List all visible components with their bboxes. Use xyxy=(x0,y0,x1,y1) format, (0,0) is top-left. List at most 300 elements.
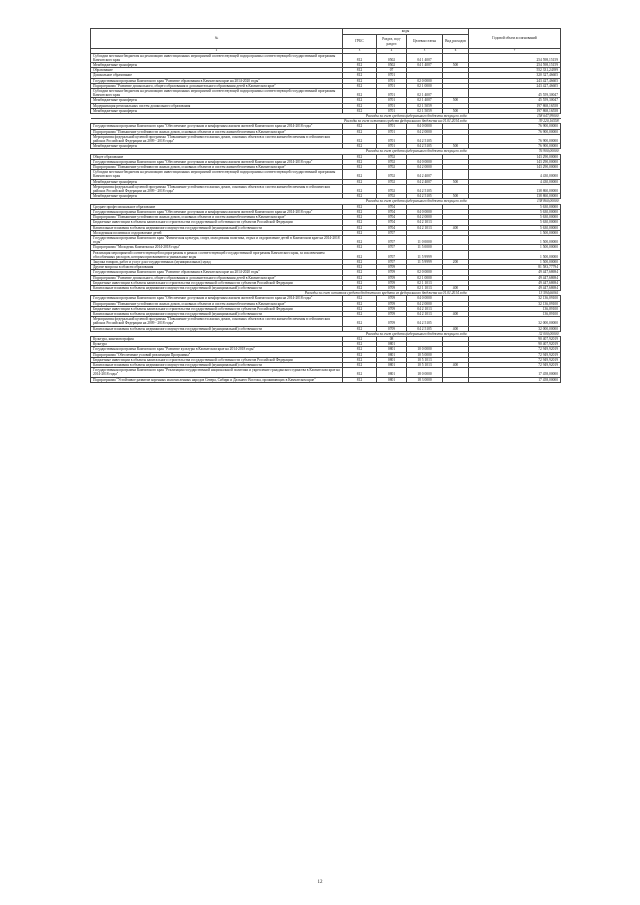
row-sum: 1 500,00000 xyxy=(469,235,561,244)
row-sum: 136,09100 xyxy=(469,306,561,311)
budget-table xyxy=(90,28,561,383)
row-name: Государственная программа Камчатского края "Реализация государственной национальной политики и укрепление гражданского единства в Камчатском крае на 2014-2018 годы" xyxy=(91,368,343,377)
row-name: Государственная программа Камчатского края "Обеспечение доступным и комфортным жильем жителей Камчатского края на 2014-2018 годы" xyxy=(91,296,343,301)
row-sum: 49 447,68694 xyxy=(469,280,561,285)
row-razdel: 0702 xyxy=(377,154,407,159)
row-cst: 04 2 5105 xyxy=(407,134,443,143)
row-razdel: 0707 xyxy=(377,259,407,264)
row-sum: 1 500,00000 xyxy=(469,259,561,264)
row-grbs: 812 xyxy=(343,225,377,230)
row-sum: 76 900,00000 xyxy=(469,134,561,143)
row-cst: 02 1 1013 xyxy=(407,285,443,290)
row-razdel: 0704 xyxy=(377,204,407,209)
row-name: Подпрограмма "Повышение устойчивости жилых домов, основных объектов и систем жизнеобеспечения в Камчатском крае" xyxy=(91,215,343,220)
row-razdel: 0709 xyxy=(377,270,407,275)
row-sum: 320 327,46605 xyxy=(469,73,561,78)
row-name: Подпрограмма "Развитие дошкольного, общего образования и дополнительного образования детей в Камчатском крае" xyxy=(91,275,343,280)
row-sum: 76 900,00000 xyxy=(469,124,561,129)
row-sum: 5 630,00000 xyxy=(469,204,561,209)
row-name: Подпрограмма "Повышение устойчивости жилых домов, основных объектов и систем жизнеобеспечения в Камчатском крае" xyxy=(91,301,343,306)
row-name: Культура, кинематография xyxy=(91,336,343,341)
row-cst: 11 5 0000 xyxy=(407,245,443,250)
table-row xyxy=(91,368,561,377)
row-cst: 02 1 4007 xyxy=(407,89,443,98)
row-vr xyxy=(443,134,469,143)
row-cst: 02 0 0000 xyxy=(407,270,443,275)
row-name: Государственная программа Камчатского края "Обеспечение доступным и комфортным жильем жителей Камчатского края на 2014-2018 годы" xyxy=(91,159,343,164)
row-name: Реализация мероприятий соответствующей подпрограммы в рамках соответствующей государственной программы Камчатского края, за исключением обособленных расходов, которым присваиваются уникальные коды xyxy=(91,250,343,259)
row-sum: 138 860,00000 xyxy=(469,194,561,199)
table-row xyxy=(91,184,561,193)
row-cst: 18 0 0000 xyxy=(407,368,443,377)
row-grbs: 812 xyxy=(343,285,377,290)
row-cst: 04 2 0000 xyxy=(407,301,443,306)
row-vr xyxy=(443,53,469,62)
row-razdel: 0709 xyxy=(377,326,407,331)
row-name: Капитальные вложения в объекты недвижимого имущества государственной (муниципальной) собственности xyxy=(91,285,343,290)
row-name: Капитальные вложения в объекты недвижимого имущества государственной (муниципальной) собственности xyxy=(91,311,343,316)
row-sum: 4 430,00000 xyxy=(469,179,561,184)
row-vr xyxy=(443,184,469,193)
row-vr xyxy=(443,235,469,244)
row-razdel: 0701 xyxy=(377,108,407,113)
row-cst: 18 3 0000 xyxy=(407,377,443,382)
row-grbs: 812 xyxy=(343,159,377,164)
row-razdel: 0701 xyxy=(377,89,407,98)
row-name: Модернизация региональных систем дошкольного образования xyxy=(91,103,343,108)
table-body xyxy=(91,53,561,382)
row-vr: 400 xyxy=(443,362,469,367)
row-sum: 1 500,00000 xyxy=(469,230,561,235)
row-vr: 400 xyxy=(443,285,469,290)
row-name: Подпрограмма "Повышение устойчивости жилых домов, основных объектов и систем жизнеобеспечения в Камчатском крае" xyxy=(91,129,343,134)
row-grbs: 812 xyxy=(343,235,377,244)
row-sum: 76 900,00000 xyxy=(469,144,561,149)
row-name: Межбюджетные трансферты xyxy=(91,179,343,184)
row-cst: 02 1 1013 xyxy=(407,280,443,285)
row-razdel: 0709 xyxy=(377,317,407,326)
row-sum: 552 331,24399 xyxy=(469,68,561,73)
col-number: 7 xyxy=(469,49,561,54)
row-sum: 5 630,00000 xyxy=(469,220,561,225)
col-sum-header: Годовой объем ассигнований xyxy=(469,29,561,49)
table-row xyxy=(91,377,561,382)
row-grbs: 812 xyxy=(343,154,377,159)
row-name: Общее образование xyxy=(91,154,343,159)
row-name: Среднее профессиональное образование xyxy=(91,204,343,209)
row-razdel: 0701 xyxy=(377,83,407,88)
row-cst: 04 2 1013 xyxy=(407,225,443,230)
row-name: Субсидии местным бюджетам на реализацию инвестиционных мероприятий соответствующей подпрограммы соответствующей государственной программы Камчатского края xyxy=(91,170,343,179)
row-razdel: 0702 xyxy=(377,194,407,199)
row-vr xyxy=(443,170,469,179)
row-vr: 400 xyxy=(443,225,469,230)
row-name: Другие вопросы в области образования xyxy=(91,265,343,270)
table-row xyxy=(91,170,561,179)
row-cst: 04 0 0000 xyxy=(407,124,443,129)
note-sum: 138 860,00000 xyxy=(469,199,561,204)
table-row xyxy=(91,53,561,62)
row-sum: 243 427,46605 xyxy=(469,83,561,88)
row-name: Государственная программа Камчатского края "Физическая культура, спорт, молодежная политика, отдых и оздоровление детей в Камчатском крае на 2014-2018 годы" xyxy=(91,235,343,244)
row-sum: 72 949,92019 xyxy=(469,352,561,357)
row-razdel: 0709 xyxy=(377,301,407,306)
row-name: Государственная программа Камчатского края "Обеспечение доступным и комфортным жильем жителей Камчатского края на 2014-2018 годы" xyxy=(91,209,343,214)
row-cst: 04 2 4007 xyxy=(407,179,443,184)
row-grbs: 812 xyxy=(343,362,377,367)
row-razdel: 0702 xyxy=(377,165,407,170)
row-name: Мероприятия федеральной целевой программы "Повышение устойчивости жилых домов, основных объектов и систем жизнеобеспечения в сейсмических районах Российской Федерации на 2009 - 2018 годы" xyxy=(91,134,343,143)
row-sum: 5 630,00000 xyxy=(469,209,561,214)
row-cst: 04 2 5105 xyxy=(407,326,443,331)
row-grbs: 812 xyxy=(343,63,377,68)
row-sum: 32 000,00000 xyxy=(469,317,561,326)
row-cst: 04 1 4007 xyxy=(407,63,443,68)
row-sum: 76 900,00000 xyxy=(469,129,561,134)
row-name: Межбюджетные трансферты xyxy=(91,144,343,149)
row-razdel: 0709 xyxy=(377,275,407,280)
row-sum: 90 407,92019 xyxy=(469,336,561,341)
row-sum: 254 598,15159 xyxy=(469,53,561,62)
note-text: Расходы за счет остатков средств бюджетного кредита из федерального бюджета на 01.01.2014 года xyxy=(91,291,469,296)
row-razdel: 0701 xyxy=(377,124,407,129)
row-cst: 04 2 1013 xyxy=(407,220,443,225)
row-grbs: 812 xyxy=(343,306,377,311)
row-grbs: 812 xyxy=(343,179,377,184)
row-name: Образование xyxy=(91,68,343,73)
budget-table-page xyxy=(90,28,560,383)
row-cst: 11 5 9999 xyxy=(407,250,443,259)
row-cst: 02 1 5059 xyxy=(407,108,443,113)
row-razdel: 0801 xyxy=(377,347,407,352)
row-sum: 49 447,68694 xyxy=(469,285,561,290)
row-grbs: 812 xyxy=(343,220,377,225)
row-razdel: 0801 xyxy=(377,357,407,362)
note-text: Расходы за счет остатков средств федерального бюджета на 01.01.2014 года xyxy=(91,119,469,124)
row-vr: 500 xyxy=(443,194,469,199)
row-name: Мероприятия федеральной целевой программы "Повышение устойчивости жилых домов, основных объектов и систем жизнеобеспечения в сейсмических районах Российской Федерации на 2009 - 2018 годы" xyxy=(91,317,343,326)
row-cst: 04 2 1013 xyxy=(407,306,443,311)
row-vr: 400 xyxy=(443,311,469,316)
row-grbs: 812 xyxy=(343,89,377,98)
row-vr: 500 xyxy=(443,144,469,149)
row-sum: 72 949,92019 xyxy=(469,362,561,367)
row-cst: 11 5 9999 xyxy=(407,259,443,264)
row-grbs: 812 xyxy=(343,336,377,341)
row-cst: 04 2 4007 xyxy=(407,170,443,179)
row-grbs: 812 xyxy=(343,194,377,199)
row-sum: 72 949,92019 xyxy=(469,347,561,352)
row-sum: 49 447,68694 xyxy=(469,275,561,280)
row-razdel: 0801 xyxy=(377,352,407,357)
row-cst: 10 5 0000 xyxy=(407,352,443,357)
row-grbs: 812 xyxy=(343,68,377,73)
row-razdel: 0701 xyxy=(377,78,407,83)
row-sum: 197 868,16558 xyxy=(469,108,561,113)
row-grbs: 812 xyxy=(343,78,377,83)
row-razdel: 0704 xyxy=(377,220,407,225)
note-text: Расходы за счет средств федерального бюджета текущего года xyxy=(91,114,469,119)
row-name: Подпрограмма "Молодежь Камчатки на 2014-2018 годы" xyxy=(91,245,343,250)
row-name: Государственная программа Камчатского края "Развитие образования в Камчатском крае на 2014-2020 годы" xyxy=(91,270,343,275)
row-razdel: 0704 xyxy=(377,209,407,214)
row-razdel: 0709 xyxy=(377,296,407,301)
row-cst: 02 1 4007 xyxy=(407,98,443,103)
row-cst: 02 0 0000 xyxy=(407,78,443,83)
row-grbs: 812 xyxy=(343,352,377,357)
row-sum: 1 500,00000 xyxy=(469,250,561,259)
row-grbs: 812 xyxy=(343,250,377,259)
row-grbs: 812 xyxy=(343,342,377,347)
row-sum: 45 559,30047 xyxy=(469,98,561,103)
row-name: Капитальные вложения в объекты недвижимого имущества государственной (муниципальной) собственности xyxy=(91,362,343,367)
row-vr: 500 xyxy=(443,179,469,184)
row-name: Субсидии местным бюджетам на реализацию инвестиционных мероприятий соответствующей подпрограммы соответствующей государственной программы Камчатского края xyxy=(91,53,343,62)
codes-header: коды xyxy=(343,29,469,35)
row-grbs: 812 xyxy=(343,144,377,149)
row-name: Мероприятия федеральной целевой программы "Повышение устойчивости жилых домов, основных объектов и систем жизнеобеспечения в сейсмических районах Российской Федерации на 2009 - 2018 годы" xyxy=(91,184,343,193)
row-grbs: 812 xyxy=(343,259,377,264)
row-name: Межбюджетные трансферты xyxy=(91,98,343,103)
row-sum: 32 136,09100 xyxy=(469,296,561,301)
col-number: 5 xyxy=(407,49,443,54)
note-text: Расходы за счет средств федерального бюджета текущего года xyxy=(91,331,469,336)
row-name: Капитальные вложения в объекты недвижимого имущества государственной (муниципальной) собственности xyxy=(91,225,343,230)
row-razdel: 0704 xyxy=(377,215,407,220)
row-grbs: 812 xyxy=(343,311,377,316)
row-grbs: 812 xyxy=(343,83,377,88)
row-cst: 10 5 1013 xyxy=(407,362,443,367)
note-sum: 32 000,00000 xyxy=(469,331,561,336)
row-razdel: 0709 xyxy=(377,265,407,270)
row-sum: 254 598,15159 xyxy=(469,63,561,68)
row-name: Государственная программа Камчатского края "Обеспечение доступным и комфортным жильем жителей Камчатского края на 2014-2018 годы" xyxy=(91,124,343,129)
row-cst: 02 1 0000 xyxy=(407,275,443,280)
note-sum: 158 647,99000 xyxy=(469,114,561,119)
row-razdel: 0709 xyxy=(377,311,407,316)
row-razdel: 08 xyxy=(377,336,407,341)
col-number: 4 xyxy=(377,49,407,54)
row-cst: 04 0 0000 xyxy=(407,296,443,301)
row-grbs: 812 xyxy=(343,230,377,235)
note-text: Расходы за счет средств федерального бюджета текущего года xyxy=(91,199,469,204)
row-name: Межбюджетные трансферты xyxy=(91,108,343,113)
row-cst: 04 2 0000 xyxy=(407,129,443,134)
row-sum: 136,09100 xyxy=(469,311,561,316)
row-sum: 5 630,00000 xyxy=(469,215,561,220)
row-cst: 04 2 5105 xyxy=(407,184,443,193)
row-grbs: 812 xyxy=(343,377,377,382)
row-name: Бюджетные инвестиции в объекты капитального строительства государственной собственности субъектов Российской Федерации xyxy=(91,220,343,225)
col-razdel-header: Раздел, под-раздел xyxy=(377,35,407,49)
row-vr xyxy=(443,317,469,326)
row-cst: 04 2 5105 xyxy=(407,194,443,199)
row-sum: 5 630,00000 xyxy=(469,225,561,230)
row-vr: 200 xyxy=(443,259,469,264)
row-grbs: 812 xyxy=(343,326,377,331)
row-name: Подпрограмма "Повышение устойчивости жилых домов, основных объектов и систем жизнеобеспечения в Камчатском крае" xyxy=(91,165,343,170)
table-row xyxy=(91,250,561,259)
row-sum: 138 860,00000 xyxy=(469,184,561,193)
row-grbs: 812 xyxy=(343,270,377,275)
row-sum: 143 290,00000 xyxy=(469,165,561,170)
row-sum: 143 290,00000 xyxy=(469,159,561,164)
row-grbs: 812 xyxy=(343,357,377,362)
col-cst-header: Целевая статья xyxy=(407,35,443,49)
row-cst: 10 0 0000 xyxy=(407,347,443,352)
row-sum: 72 949,92019 xyxy=(469,357,561,362)
row-razdel: 07 xyxy=(377,68,407,73)
row-cst: 04 2 1013 xyxy=(407,311,443,316)
row-razdel: 0801 xyxy=(377,377,407,382)
row-vr xyxy=(443,89,469,98)
row-grbs: 812 xyxy=(343,165,377,170)
row-grbs: 812 xyxy=(343,245,377,250)
row-cst: 02 1 0000 xyxy=(407,83,443,88)
row-name: Подпрограмма "Устойчивое развитие коренных малочисленных народов Севера, Сибири и Дальнего Востока, проживающих в Камчатском крае" xyxy=(91,377,343,382)
row-grbs: 812 xyxy=(343,129,377,134)
row-razdel: 0709 xyxy=(377,285,407,290)
row-name: Закупка товаров, работ и услуг для государственных (муниципальных) нужд xyxy=(91,259,343,264)
row-sum: 17 458,00000 xyxy=(469,377,561,382)
row-razdel: 0701 xyxy=(377,98,407,103)
row-grbs: 812 xyxy=(343,368,377,377)
note-sum: 39 220,16558 xyxy=(469,119,561,124)
row-sum: 1 500,00000 xyxy=(469,245,561,250)
row-name: Государственная программа Камчатского края "Развитие образования в Камчатском крае на 2014-2020 годы" xyxy=(91,78,343,83)
row-sum: 197 868,16558 xyxy=(469,103,561,108)
row-razdel: 0701 xyxy=(377,103,407,108)
row-name: Культура xyxy=(91,342,343,347)
row-grbs: 812 xyxy=(343,317,377,326)
row-grbs: 812 xyxy=(343,124,377,129)
row-razdel: 0801 xyxy=(377,368,407,377)
row-grbs: 812 xyxy=(343,204,377,209)
row-sum: 32 000,00000 xyxy=(469,326,561,331)
row-sum: 243 427,46605 xyxy=(469,78,561,83)
row-cst: 04 0 0000 xyxy=(407,209,443,214)
row-razdel: 0502 xyxy=(377,53,407,62)
row-grbs: 812 xyxy=(343,98,377,103)
col-grbs-header: ГРБС xyxy=(343,35,377,49)
row-vr: 500 xyxy=(443,98,469,103)
row-vr: 500 xyxy=(443,108,469,113)
col-name-header: № xyxy=(91,29,343,49)
col-vr-header: Вид расходов xyxy=(443,35,469,49)
row-cst: 02 1 5059 xyxy=(407,103,443,108)
row-razdel: 0701 xyxy=(377,129,407,134)
col-number: 6 xyxy=(443,49,469,54)
row-razdel: 0707 xyxy=(377,245,407,250)
row-cst: 04 2 5105 xyxy=(407,317,443,326)
page-number: 12 xyxy=(317,880,323,885)
row-cst: 04 2 5105 xyxy=(407,144,443,149)
row-grbs: 812 xyxy=(343,170,377,179)
row-cst: 04 2 0000 xyxy=(407,215,443,220)
row-cst: 04 2 0000 xyxy=(407,165,443,170)
row-sum: 143 290,00000 xyxy=(469,154,561,159)
row-sum: 4 430,00000 xyxy=(469,170,561,179)
row-razdel: 0709 xyxy=(377,280,407,285)
row-razdel: 0502 xyxy=(377,63,407,68)
row-grbs: 812 xyxy=(343,53,377,62)
row-razdel: 0704 xyxy=(377,225,407,230)
row-vr xyxy=(443,377,469,382)
row-razdel: 0701 xyxy=(377,134,407,143)
row-grbs: 812 xyxy=(343,184,377,193)
row-sum: 90 407,92019 xyxy=(469,342,561,347)
row-razdel: 0709 xyxy=(377,306,407,311)
row-razdel: 0701 xyxy=(377,73,407,78)
row-name: Бюджетные инвестиции в объекты капитального строительства государственной собственности субъектов Российской Федерации xyxy=(91,280,343,285)
row-name: Бюджетные инвестиции в объекты капитального строительства государственной собственности субъектов Российской Федерации xyxy=(91,357,343,362)
row-grbs: 812 xyxy=(343,134,377,143)
note-sum: 13 594,66061 xyxy=(469,291,561,296)
row-razdel: 0702 xyxy=(377,179,407,184)
row-grbs: 812 xyxy=(343,347,377,352)
row-razdel: 0801 xyxy=(377,342,407,347)
row-name: Бюджетные инвестиции в объекты капитального строительства государственной собственности субъектов Российской Федерации xyxy=(91,306,343,311)
col-number: 2 xyxy=(91,49,343,54)
row-grbs: 812 xyxy=(343,103,377,108)
row-vr: 500 xyxy=(443,63,469,68)
row-grbs: 812 xyxy=(343,215,377,220)
row-grbs: 812 xyxy=(343,301,377,306)
row-name: Субсидии местным бюджетам на реализацию инвестиционных мероприятий соответствующей подпрограммы соответствующей государственной программы Камчатского края xyxy=(91,89,343,98)
row-grbs: 812 xyxy=(343,108,377,113)
row-name: Молодежная политика и оздоровление детей xyxy=(91,230,343,235)
row-cst: 04 1 4007 xyxy=(407,53,443,62)
row-razdel: 0702 xyxy=(377,184,407,193)
row-grbs: 812 xyxy=(343,296,377,301)
table-row xyxy=(91,235,561,244)
row-razdel: 0702 xyxy=(377,170,407,179)
row-sum: 17 458,00000 xyxy=(469,368,561,377)
row-sum: 81 583,77794 xyxy=(469,265,561,270)
row-name: Подпрограмма "Развитие дошкольного, общего образования и дополнительного образования детей в Камчатском крае" xyxy=(91,83,343,88)
row-name: Капитальные вложения в объекты недвижимого имущества государственной (муниципальной) собственности xyxy=(91,326,343,331)
row-sum: 32 136,09100 xyxy=(469,301,561,306)
row-sum: 45 559,30047 xyxy=(469,89,561,98)
row-cst: 11 0 0000 xyxy=(407,235,443,244)
row-razdel: 0707 xyxy=(377,230,407,235)
row-vr: 400 xyxy=(443,326,469,331)
row-grbs: 812 xyxy=(343,275,377,280)
row-name: Межбюджетные трансферты xyxy=(91,194,343,199)
row-name: Межбюджетные трансферты xyxy=(91,63,343,68)
row-cst: 10 5 1013 xyxy=(407,357,443,362)
row-vr xyxy=(443,250,469,259)
row-grbs: 812 xyxy=(343,280,377,285)
row-razdel: 0702 xyxy=(377,159,407,164)
note-sum: 76 900,00000 xyxy=(469,149,561,154)
row-vr xyxy=(443,368,469,377)
row-name: Подпрограмма "Обеспечение условий реализации Программы" xyxy=(91,352,343,357)
row-razdel: 0701 xyxy=(377,144,407,149)
row-cst: 04 0 0000 xyxy=(407,159,443,164)
col-number: 3 xyxy=(343,49,377,54)
row-razdel: 0801 xyxy=(377,362,407,367)
note-text: Расходы за счет средств федерального бюджета текущего года xyxy=(91,149,469,154)
row-sum: 49 447,68694 xyxy=(469,270,561,275)
row-razdel: 0707 xyxy=(377,235,407,244)
row-grbs: 812 xyxy=(343,209,377,214)
table-row xyxy=(91,317,561,326)
table-row xyxy=(91,89,561,98)
table-row xyxy=(91,134,561,143)
row-grbs: 812 xyxy=(343,265,377,270)
row-grbs: 812 xyxy=(343,73,377,78)
